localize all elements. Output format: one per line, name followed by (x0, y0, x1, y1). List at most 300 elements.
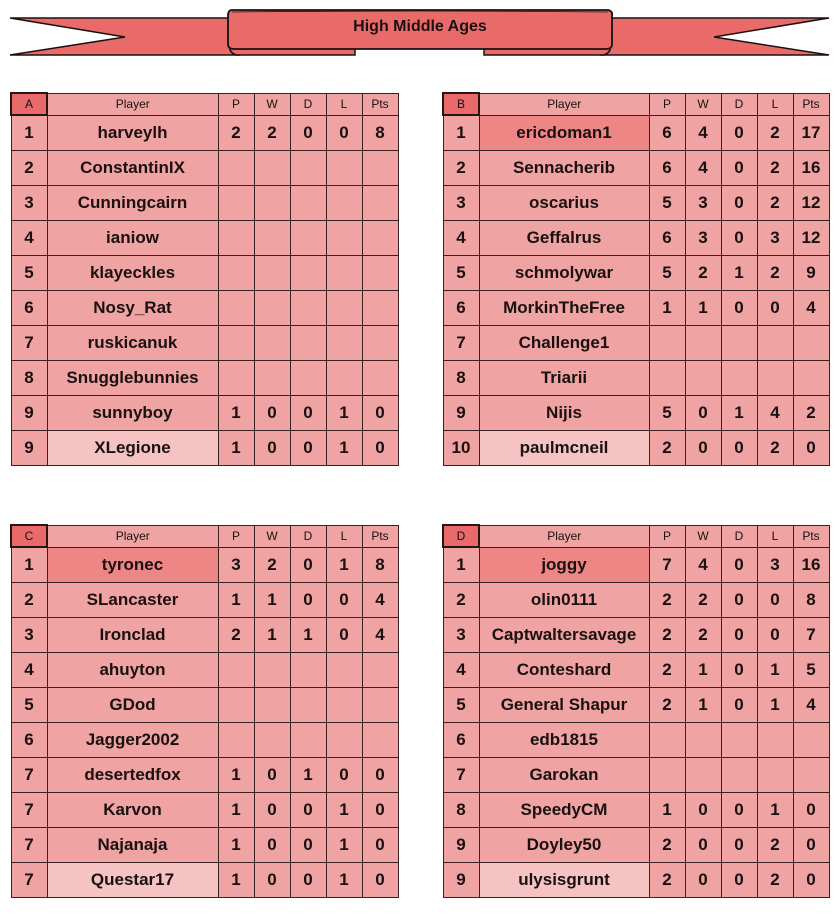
wins-cell: 3 (685, 186, 721, 221)
draws-cell: 0 (721, 828, 757, 863)
wins-cell: 0 (685, 863, 721, 898)
player-cell: XLegione (47, 431, 218, 466)
points-cell: 4 (793, 688, 829, 723)
rank-cell: 2 (11, 151, 47, 186)
draws-cell (721, 326, 757, 361)
draws-cell: 0 (290, 793, 326, 828)
rank-cell: 10 (443, 431, 479, 466)
wins-cell: 0 (254, 758, 290, 793)
column-header-l: L (757, 93, 793, 115)
table-body (11, 547, 398, 898)
wins-cell: 0 (254, 396, 290, 431)
table-header (443, 93, 829, 115)
rank-cell: 4 (11, 653, 47, 688)
points-cell: 8 (362, 115, 398, 151)
table-row (443, 361, 829, 396)
table-row (11, 583, 398, 618)
played-cell (218, 723, 254, 758)
points-cell: 7 (793, 618, 829, 653)
rank-cell: 3 (443, 186, 479, 221)
rank-cell: 5 (11, 256, 47, 291)
rank-cell: 5 (11, 688, 47, 723)
played-cell: 1 (649, 793, 685, 828)
draws-cell: 0 (290, 547, 326, 583)
table-row (443, 618, 829, 653)
wins-cell: 2 (685, 618, 721, 653)
player-cell: GDod (47, 688, 218, 723)
played-cell: 3 (218, 547, 254, 583)
wins-cell (254, 186, 290, 221)
player-cell: Doyley50 (479, 828, 649, 863)
losses-cell (326, 186, 362, 221)
draws-cell: 0 (721, 221, 757, 256)
column-header-pts: Pts (793, 93, 829, 115)
player-cell: Nijis (479, 396, 649, 431)
rank-cell: 4 (11, 221, 47, 256)
column-header-player: Player (47, 93, 218, 115)
column-header-w: W (254, 93, 290, 115)
player-cell: Captwaltersavage (479, 618, 649, 653)
rank-cell: 9 (11, 396, 47, 431)
rank-cell: 2 (443, 583, 479, 618)
points-cell (362, 723, 398, 758)
player-cell: Najanaja (47, 828, 218, 863)
draws-cell: 0 (721, 547, 757, 583)
losses-cell: 0 (326, 758, 362, 793)
player-cell: MorkinTheFree (479, 291, 649, 326)
draws-cell: 0 (721, 151, 757, 186)
rank-cell: 2 (11, 583, 47, 618)
points-cell: 0 (362, 431, 398, 466)
rank-cell: 2 (443, 151, 479, 186)
table-header (11, 525, 398, 547)
table-row (443, 828, 829, 863)
player-cell: ruskicanuk (47, 326, 218, 361)
draws-cell (290, 688, 326, 723)
wins-cell (685, 723, 721, 758)
table-row (443, 256, 829, 291)
losses-cell: 4 (757, 396, 793, 431)
points-cell: 17 (793, 115, 829, 151)
player-cell: harveylh (47, 115, 218, 151)
rank-cell: 6 (443, 723, 479, 758)
table-row (11, 361, 398, 396)
points-cell: 0 (362, 396, 398, 431)
played-cell: 1 (218, 583, 254, 618)
losses-cell: 0 (757, 583, 793, 618)
points-cell: 0 (362, 863, 398, 898)
wins-cell: 0 (685, 793, 721, 828)
column-header-p: P (218, 525, 254, 547)
player-cell: SLancaster (47, 583, 218, 618)
points-cell: 0 (793, 431, 829, 466)
losses-cell: 1 (326, 793, 362, 828)
losses-cell: 2 (757, 828, 793, 863)
wins-cell: 1 (685, 688, 721, 723)
table-row (443, 151, 829, 186)
player-cell: Nosy_Rat (47, 291, 218, 326)
wins-cell (254, 653, 290, 688)
points-cell (793, 723, 829, 758)
losses-cell (757, 326, 793, 361)
table-row (443, 723, 829, 758)
wins-cell: 4 (685, 547, 721, 583)
draws-cell (721, 758, 757, 793)
player-cell: Garokan (479, 758, 649, 793)
table-row (11, 431, 398, 466)
player-cell: edb1815 (479, 723, 649, 758)
losses-cell: 2 (757, 431, 793, 466)
draws-cell: 0 (290, 583, 326, 618)
group-table-d (442, 524, 830, 898)
table-row (11, 653, 398, 688)
player-cell: ericdoman1 (479, 115, 649, 151)
rank-cell: 9 (443, 396, 479, 431)
played-cell (218, 688, 254, 723)
column-header-pts: Pts (362, 525, 398, 547)
player-cell: Cunningcairn (47, 186, 218, 221)
played-cell: 1 (218, 431, 254, 466)
played-cell: 1 (649, 291, 685, 326)
rank-cell: 7 (11, 828, 47, 863)
column-header-player: Player (479, 525, 649, 547)
played-cell (218, 256, 254, 291)
column-header-d: D (290, 93, 326, 115)
points-cell: 16 (793, 547, 829, 583)
points-cell: 4 (793, 291, 829, 326)
table-row (443, 688, 829, 723)
played-cell: 1 (218, 396, 254, 431)
player-cell: desertedfox (47, 758, 218, 793)
played-cell: 2 (649, 863, 685, 898)
player-cell: klayeckles (47, 256, 218, 291)
points-cell: 8 (793, 583, 829, 618)
losses-cell: 1 (326, 431, 362, 466)
table-row (443, 653, 829, 688)
points-cell (362, 151, 398, 186)
wins-cell: 0 (254, 431, 290, 466)
draws-cell: 0 (290, 115, 326, 151)
losses-cell (326, 723, 362, 758)
group-letter: C (11, 525, 47, 547)
points-cell (362, 361, 398, 396)
losses-cell (326, 221, 362, 256)
draws-cell: 0 (721, 653, 757, 688)
wins-cell (254, 256, 290, 291)
table-row (443, 186, 829, 221)
losses-cell: 1 (757, 653, 793, 688)
points-cell (793, 758, 829, 793)
points-cell: 4 (362, 618, 398, 653)
rank-cell: 7 (443, 758, 479, 793)
player-cell: ulysisgrunt (479, 863, 649, 898)
points-cell: 5 (793, 653, 829, 688)
losses-cell (326, 151, 362, 186)
rank-cell: 9 (443, 828, 479, 863)
table-row (11, 186, 398, 221)
rank-cell: 1 (443, 115, 479, 151)
table-row (443, 863, 829, 898)
points-cell (362, 291, 398, 326)
player-cell: paulmcneil (479, 431, 649, 466)
table-row (11, 115, 398, 151)
player-cell: Karvon (47, 793, 218, 828)
draws-cell: 0 (721, 793, 757, 828)
rank-cell: 4 (443, 653, 479, 688)
table-row (11, 326, 398, 361)
played-cell: 2 (649, 583, 685, 618)
played-cell: 1 (218, 863, 254, 898)
table-row (11, 291, 398, 326)
draws-cell: 0 (721, 115, 757, 151)
played-cell: 1 (218, 758, 254, 793)
draws-cell: 1 (721, 256, 757, 291)
rank-cell: 4 (443, 221, 479, 256)
wins-cell (254, 361, 290, 396)
table-row (11, 828, 398, 863)
table-body (11, 115, 398, 466)
played-cell: 2 (649, 653, 685, 688)
wins-cell: 0 (685, 396, 721, 431)
losses-cell (326, 688, 362, 723)
losses-cell: 3 (757, 221, 793, 256)
points-cell: 2 (793, 396, 829, 431)
points-cell: 0 (793, 828, 829, 863)
rank-cell: 5 (443, 256, 479, 291)
wins-cell: 0 (685, 431, 721, 466)
column-header-p: P (649, 525, 685, 547)
table-row (11, 758, 398, 793)
losses-cell: 2 (757, 115, 793, 151)
points-cell (793, 326, 829, 361)
table-row (11, 547, 398, 583)
played-cell (649, 326, 685, 361)
group-table-a (10, 92, 399, 466)
title-banner (0, 0, 839, 70)
played-cell: 6 (649, 151, 685, 186)
draws-cell: 0 (290, 431, 326, 466)
played-cell: 7 (649, 547, 685, 583)
player-cell: General Shapur (479, 688, 649, 723)
rank-cell: 6 (443, 291, 479, 326)
column-header-p: P (649, 93, 685, 115)
wins-cell (254, 291, 290, 326)
points-cell: 0 (793, 793, 829, 828)
wins-cell: 4 (685, 115, 721, 151)
player-cell: schmolywar (479, 256, 649, 291)
played-cell: 5 (649, 396, 685, 431)
draws-cell: 1 (290, 618, 326, 653)
draws-cell (290, 256, 326, 291)
table-row (11, 618, 398, 653)
played-cell: 1 (218, 828, 254, 863)
points-cell: 0 (793, 863, 829, 898)
draws-cell: 0 (721, 291, 757, 326)
draws-cell: 0 (721, 186, 757, 221)
rank-cell: 9 (443, 863, 479, 898)
points-cell: 12 (793, 221, 829, 256)
rank-cell: 3 (11, 618, 47, 653)
points-cell (362, 688, 398, 723)
column-header-d: D (290, 525, 326, 547)
points-cell (793, 361, 829, 396)
wins-cell (685, 361, 721, 396)
played-cell: 1 (218, 793, 254, 828)
table-row (11, 863, 398, 898)
table-row (443, 396, 829, 431)
table-header (11, 93, 398, 115)
player-cell: Conteshard (479, 653, 649, 688)
wins-cell: 2 (254, 115, 290, 151)
table-row (11, 396, 398, 431)
table-body (443, 547, 829, 898)
losses-cell: 3 (757, 547, 793, 583)
wins-cell (685, 758, 721, 793)
played-cell (649, 758, 685, 793)
losses-cell: 1 (326, 863, 362, 898)
wins-cell (685, 326, 721, 361)
player-cell: tyronec (47, 547, 218, 583)
column-header-pts: Pts (362, 93, 398, 115)
points-cell (362, 326, 398, 361)
played-cell (649, 361, 685, 396)
played-cell (218, 653, 254, 688)
draws-cell: 1 (290, 758, 326, 793)
played-cell (649, 723, 685, 758)
player-cell: joggy (479, 547, 649, 583)
wins-cell: 1 (685, 291, 721, 326)
player-cell: Snugglebunnies (47, 361, 218, 396)
points-cell: 8 (362, 547, 398, 583)
rank-cell: 8 (443, 793, 479, 828)
player-cell: Questar17 (47, 863, 218, 898)
draws-cell (721, 723, 757, 758)
draws-cell: 0 (290, 863, 326, 898)
wins-cell: 1 (685, 653, 721, 688)
rank-cell: 1 (443, 547, 479, 583)
losses-cell: 2 (757, 256, 793, 291)
played-cell: 6 (649, 221, 685, 256)
played-cell: 5 (649, 186, 685, 221)
table-row (443, 221, 829, 256)
losses-cell: 0 (757, 618, 793, 653)
draws-cell (290, 326, 326, 361)
rank-cell: 7 (11, 863, 47, 898)
table-header (443, 525, 829, 547)
table-row (443, 793, 829, 828)
losses-cell (326, 326, 362, 361)
losses-cell (326, 256, 362, 291)
table-row (443, 758, 829, 793)
draws-cell (290, 291, 326, 326)
wins-cell: 2 (685, 256, 721, 291)
losses-cell: 2 (757, 186, 793, 221)
wins-cell: 4 (685, 151, 721, 186)
column-header-l: L (326, 93, 362, 115)
column-header-p: P (218, 93, 254, 115)
wins-cell (254, 326, 290, 361)
column-header-l: L (757, 525, 793, 547)
losses-cell (757, 758, 793, 793)
wins-cell: 0 (254, 863, 290, 898)
player-cell: oscarius (479, 186, 649, 221)
wins-cell: 3 (685, 221, 721, 256)
table-row (11, 688, 398, 723)
rank-cell: 7 (11, 326, 47, 361)
rank-cell: 1 (11, 115, 47, 151)
player-cell: olin0111 (479, 583, 649, 618)
group-table-c (10, 524, 399, 898)
rank-cell: 7 (443, 326, 479, 361)
losses-cell (326, 291, 362, 326)
points-cell (362, 256, 398, 291)
player-cell: Sennacherib (479, 151, 649, 186)
points-cell (362, 186, 398, 221)
player-cell: sunnyboy (47, 396, 218, 431)
wins-cell: 0 (254, 828, 290, 863)
losses-cell (326, 653, 362, 688)
player-cell: Triarii (479, 361, 649, 396)
draws-cell (721, 361, 757, 396)
column-header-pts: Pts (793, 525, 829, 547)
draws-cell (290, 361, 326, 396)
rank-cell: 7 (11, 758, 47, 793)
losses-cell: 1 (326, 828, 362, 863)
table-row (11, 793, 398, 828)
column-header-d: D (721, 93, 757, 115)
group-table-b (442, 92, 830, 466)
rank-cell: 6 (11, 291, 47, 326)
column-header-w: W (685, 93, 721, 115)
table-row (11, 723, 398, 758)
points-cell: 0 (362, 758, 398, 793)
draws-cell (290, 723, 326, 758)
points-cell: 9 (793, 256, 829, 291)
wins-cell (254, 151, 290, 186)
draws-cell: 0 (721, 431, 757, 466)
rank-cell: 8 (443, 361, 479, 396)
wins-cell (254, 723, 290, 758)
table-row (11, 256, 398, 291)
played-cell (218, 326, 254, 361)
wins-cell (254, 221, 290, 256)
rank-cell: 7 (11, 793, 47, 828)
played-cell: 5 (649, 256, 685, 291)
player-cell: Jagger2002 (47, 723, 218, 758)
rank-cell: 8 (11, 361, 47, 396)
player-cell: Ironclad (47, 618, 218, 653)
points-cell: 16 (793, 151, 829, 186)
played-cell: 6 (649, 115, 685, 151)
table-row (443, 115, 829, 151)
played-cell (218, 151, 254, 186)
column-header-w: W (685, 525, 721, 547)
rank-cell: 1 (11, 547, 47, 583)
draws-cell (290, 186, 326, 221)
table-row (443, 326, 829, 361)
player-cell: Geffalrus (479, 221, 649, 256)
rank-cell: 5 (443, 688, 479, 723)
losses-cell: 0 (757, 291, 793, 326)
table-row (443, 291, 829, 326)
played-cell: 2 (649, 431, 685, 466)
draws-cell: 0 (721, 618, 757, 653)
group-letter: B (443, 93, 479, 115)
wins-cell: 0 (254, 793, 290, 828)
draws-cell: 0 (721, 688, 757, 723)
points-cell: 0 (362, 828, 398, 863)
player-cell: ahuyton (47, 653, 218, 688)
